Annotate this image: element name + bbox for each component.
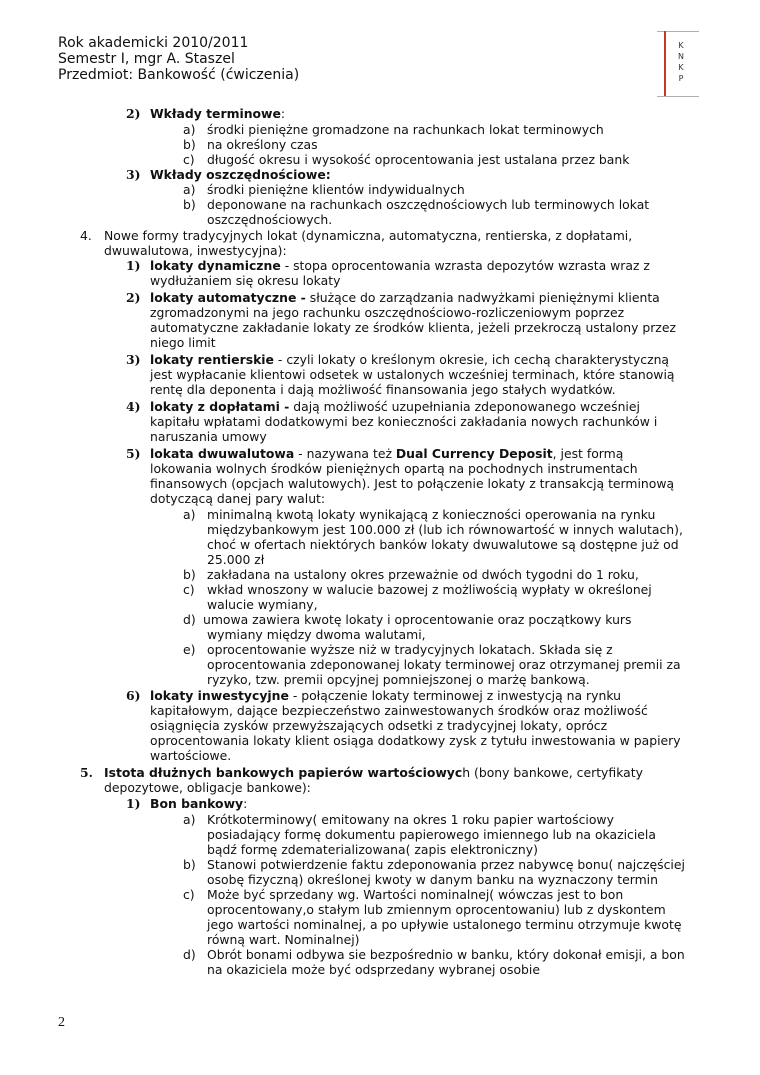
item-text: lokowania wolnych środków pieniężnych opartą na pochodnych instrumentach [150, 461, 638, 476]
list-item-text: posiadający formę dokumentu papierowego imiennego lub na okaziciela [207, 827, 656, 842]
list-item-text: Może być sprzedany wg. Wartości nominalnej( wówczas jest to bon [207, 887, 624, 902]
list-letter: b) [183, 857, 196, 872]
list-letter: a) [183, 812, 196, 827]
item-text: rentę dla deponenta i dają możliwość finansowania jego stałych wydatków. [150, 382, 616, 397]
list-item-text: jego wartości nominalnej, a po upływie ustalonego terminu otrzymuje kwotę [207, 917, 682, 932]
list-letter: d) [183, 947, 196, 962]
section-number: 4. [80, 228, 92, 243]
list-item-text: walucie wymiany, [207, 597, 318, 612]
item-text: naruszania umowy [150, 429, 267, 444]
list-item-text: umowa zawiera kwotę lokaty i oprocentowanie oraz początkowy kurs [203, 612, 632, 627]
logo-letter: K [678, 41, 684, 50]
logo-letter: K [678, 63, 684, 72]
list-letter: c) [183, 582, 195, 597]
item-number: 3) [126, 352, 141, 367]
list-item-text: 25.000 zł [207, 552, 265, 567]
section-heading: depozytowe, obligacje bankowe): [104, 780, 311, 795]
header-semester: Semestr I, mgr A. Staszel [58, 51, 235, 67]
section-intro: dwuwalutowa, inwestycyjna): [104, 243, 287, 258]
list-item-text: oprocentowania zdeponowanej lokaty terminowej oraz otrzymanej premii za [207, 657, 681, 672]
header-subject: Przedmiot: Bankowość (ćwiczenia) [58, 67, 300, 83]
list-letter: e) [183, 642, 196, 657]
item-text: lokaty inwestycyjne - połączenie lokaty terminowej z inwestycją na rynku [150, 688, 621, 703]
list-item-text: długość okresu i wysokość oprocentowania jest ustalana przez bank [207, 152, 630, 167]
list-item-text: osobę fizyczną) określonej kwoty w danym banku na wyznaczony termin [207, 872, 658, 887]
item-text: lokaty dynamiczne - stopa oprocentowania wzrasta depozytów wzrasta wraz z [150, 258, 650, 273]
section-intro: Nowe formy tradycyjnych lokat (dynamiczna, automatyczna, rentierska, z dopłatami, [104, 228, 633, 243]
list-item-text: oprocentowany,o stałym lub zmiennym oprocentowaniu) lub z dyskontem [207, 902, 666, 917]
item-text: wydłużaniem się okresu lokaty [150, 273, 341, 288]
item-text: dotyczącą danej pary walut: [150, 491, 326, 506]
list-item-text: wymiany między dwoma walutami, [207, 627, 426, 642]
item-text: oprocentowania lokaty klient osiąga dodatkowy zysk z tytułu inwestowania w papiery [150, 733, 681, 748]
bon-bankowy-heading: Bon bankowy: [150, 796, 248, 811]
item-text: finansowych (opcjach walutowych). Jest to połączenie lokaty z transakcją terminową [150, 476, 675, 491]
item-text: zgromadzonymi na jego rachunku oszczędnościowo-rozliczeniowym poprzez [150, 305, 625, 320]
section-number: 5. [80, 765, 93, 780]
wklady-oszczednosciowe-heading: Wkłady oszczędnościowe: [150, 167, 331, 182]
item-text: automatyczne zakładanie lokaty ze środków klienta, jeżeli przekroczą ustalony przez [150, 320, 676, 335]
list-item-text: minimalną kwotą lokaty wynikającą z konieczności operowania na rynku [207, 507, 656, 522]
list-letter: b) [183, 197, 196, 212]
list-item-text: deponowane na rachunkach oszczędnościowych lub terminowych lokat [207, 197, 650, 212]
item-text: kapitałowym, dające bezpieczeństwo zainwestowanych środków oraz możliwość [150, 703, 648, 718]
wklady-terminowe-heading: Wkłady terminowe: [150, 106, 286, 121]
list-letter: a) [183, 122, 196, 137]
list-item-text: oprocentowanie wyższe niż w tradycyjnych lokatach. Składa się z [207, 642, 613, 657]
item-number: 6) [126, 688, 141, 703]
logo-letter: P [678, 74, 684, 83]
item-text: wartościowe. [150, 748, 232, 763]
list-letter: a) [183, 182, 196, 197]
list-item-text: Obrót bonami odbywa sie bezpośrednio w banku, który dokonał emisji, a bon [207, 947, 685, 962]
list-item-text: środki pieniężne gromadzone na rachunkach lokat terminowych [207, 122, 604, 137]
item-text: lokaty rentierskie - czyli lokaty o kreślonym okresie, ich cechą charakterystyczną [150, 352, 670, 367]
list-item-text: wkład wnoszony w walucie bazowej z możliwością wypłaty w określonej [207, 582, 652, 597]
section-heading: Istota dłużnych bankowych papierów wartościowych (bony bankowe, certyfikaty [104, 765, 643, 780]
item-number: 2) [126, 106, 141, 121]
item-number: 1) [126, 796, 141, 811]
list-letter: a) [183, 507, 196, 522]
list-item-text: równą wart. Nominalnej) [207, 932, 360, 947]
item-text: lokata dwuwalutowa - nazywana też Dual Currency Deposit, jest formą [150, 446, 624, 461]
item-number: 2) [126, 290, 141, 305]
list-letter: b) [183, 137, 196, 152]
list-item-text: choć w ofertach niektórych banków lokaty dwuwalutowe są dostępne już od [207, 537, 679, 552]
item-number: 4) [126, 399, 141, 414]
list-letter: b) [183, 567, 196, 582]
list-item-text: na okaziciela może być odsprzedany wybranej osobie [207, 962, 540, 977]
list-item-text: międzybankowym jest 100.000 zł (lub ich równowartość w innych walutach), [207, 522, 683, 537]
page-number: 2 [58, 1015, 65, 1030]
item-text: lokaty automatyczne - służące do zarządzania nadwyżkami pieniężnymi klienta [150, 290, 660, 305]
list-letter: c) [183, 887, 195, 902]
list-item-text: środki pieniężne klientów indywidualnych [207, 182, 465, 197]
list-item-text: oszczędnościowych. [207, 212, 333, 227]
list-item-text: Krótkoterminowy( emitowany na okres 1 roku papier wartościowy [207, 812, 614, 827]
logo-letter: N [678, 52, 684, 61]
item-number: 1) [126, 258, 141, 273]
document-header [58, 35, 299, 83]
item-number: 3) [126, 167, 141, 182]
list-letter: d) [183, 612, 196, 627]
item-number: 5) [126, 446, 141, 461]
header-academic-year: Rok akademicki 2010/2011 [58, 35, 249, 51]
knkp-logo [657, 31, 699, 97]
item-text: niego limit [150, 335, 216, 350]
item-text: jest wypłacanie klientowi odsetek w ustalonych wcześniej terminach, które stanowią [150, 367, 675, 382]
list-item-text: ryzyko, tzw. premii opcyjnej pomniejszonej o marżę bankową. [207, 672, 590, 687]
item-text: kapitału wpłatami dodatkowymi bez konieczności zakładania nowych rachunków i [150, 414, 658, 429]
item-text: osiągnięcia zysków przewyższających odsetki z tradycyjnej lokaty, oprócz [150, 718, 608, 733]
list-item-text: Stanowi potwierdzenie faktu zdeponowania przez nabywcę bonu( najczęściej [207, 857, 685, 872]
list-letter: c) [183, 152, 195, 167]
list-item-text: bądź formę zdematerializowana( zapis elektroniczny) [207, 842, 538, 857]
list-item-text: zakładana na ustalony okres przeważnie od dwóch tygodni do 1 roku, [207, 567, 639, 582]
item-text: lokaty z dopłatami - dają możliwość uzupełniania zdeponowanego wcześniej [150, 399, 640, 414]
list-item-text: na określony czas [207, 137, 318, 152]
